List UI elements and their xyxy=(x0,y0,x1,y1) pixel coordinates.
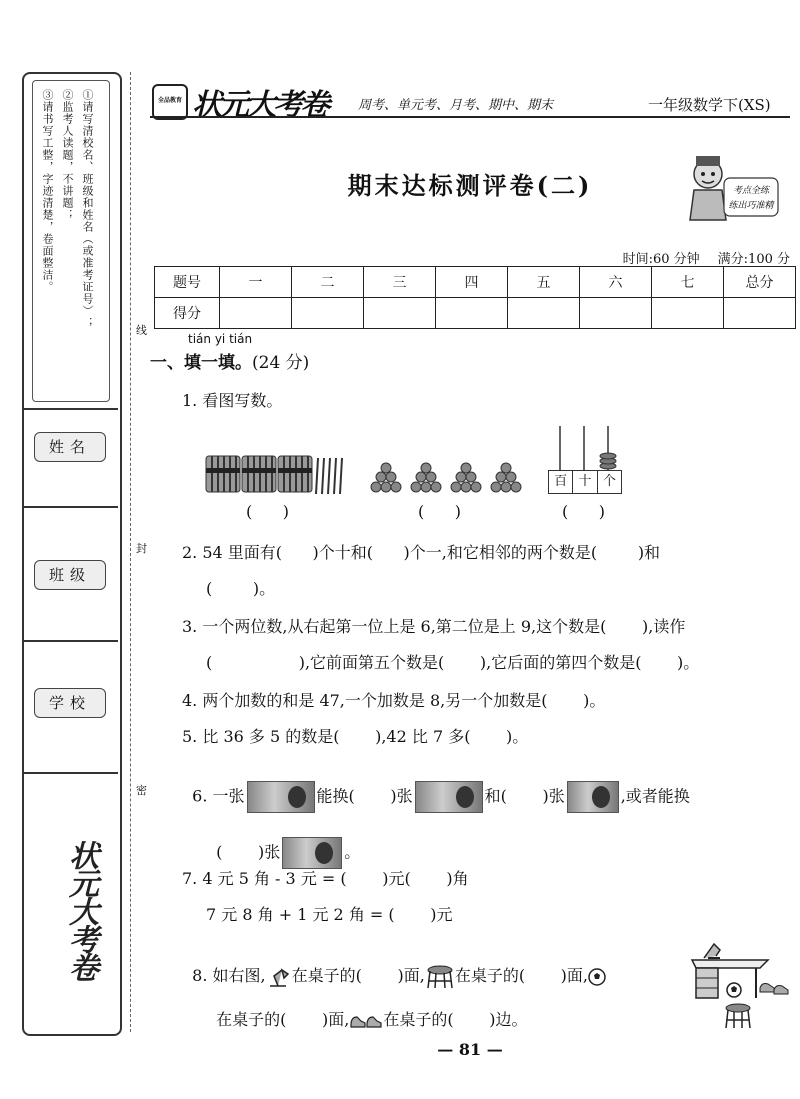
bundled-sticks-picture xyxy=(204,450,350,496)
question-8-line-1 xyxy=(182,944,606,989)
table-header-cell: 七 xyxy=(652,267,724,298)
abacus-place-box xyxy=(548,470,622,494)
strip-divider xyxy=(24,772,118,774)
section-pinyin: tián yi tián xyxy=(188,332,253,346)
seal-char-line: 线 xyxy=(136,324,147,337)
table-header-cell: 总分 xyxy=(724,267,796,298)
q6-text-e: ( )张 xyxy=(216,842,281,862)
abacus-rods-icon xyxy=(546,424,622,470)
table-header-cell: 三 xyxy=(364,267,436,298)
banknote-icon xyxy=(567,781,619,813)
q6-text-b: 能换( )张 xyxy=(316,786,413,806)
score-cell[interactable] xyxy=(724,298,796,329)
notice-line-2: ②监考人读题，不讲题； xyxy=(61,89,74,221)
school-label: 学校 xyxy=(34,688,106,718)
strip-divider xyxy=(24,506,118,508)
section-title xyxy=(150,348,309,373)
strip-divider xyxy=(24,640,118,642)
section-points: (24 分) xyxy=(252,353,310,373)
exam-notice xyxy=(32,80,110,402)
exam-meta xyxy=(500,248,790,267)
class-label: 班级 xyxy=(34,560,106,590)
portrait-icon xyxy=(288,786,306,808)
brand-subtitle: 周考、单元考、月考、期中、期末 xyxy=(358,98,554,113)
page-title: 期末达标测评卷(二) xyxy=(347,171,593,200)
table-header-cell: 五 xyxy=(508,267,580,298)
section-title-text: 一、填一填。 xyxy=(150,353,252,373)
score-table-header xyxy=(155,267,796,298)
exam-time: 时间:60 分钟 xyxy=(622,252,700,267)
table-header-cell: 一 xyxy=(220,267,292,298)
score-cell[interactable] xyxy=(364,298,436,329)
question-5: 5. 比 36 多 5 的数是( ),42 比 7 多( )。 xyxy=(182,727,529,746)
exam-full-score: 满分:100 分 xyxy=(717,252,790,267)
grade-label: 一年级数学下(XS) xyxy=(648,96,771,114)
strip-divider xyxy=(24,408,118,410)
table-header-cell: 题号 xyxy=(155,267,220,298)
q8-text-b: 在桌子的( )面, xyxy=(291,966,425,985)
side-logo: 状元大考卷 xyxy=(63,840,98,980)
question-8-line-2 xyxy=(206,988,527,1031)
table-header-cell: 四 xyxy=(436,267,508,298)
place-ones: 个 xyxy=(602,474,616,489)
notice-line-1: ①请写清校名、班级和姓名（或准考证号）； xyxy=(81,89,94,329)
score-cell[interactable] xyxy=(292,298,364,329)
q8-text-e: 在桌子的( )边。 xyxy=(383,1010,528,1029)
page-number: — 81 — xyxy=(437,1040,503,1059)
question-3-line-2: ( ),它前面第五个数是( ),它后面的第四个数是( )。 xyxy=(206,653,700,672)
answer-blank[interactable]: ( ) xyxy=(246,502,289,521)
question-1: 1. 看图写数。 xyxy=(182,391,283,410)
portrait-icon xyxy=(592,786,610,808)
ball-pyramids-picture xyxy=(366,460,526,496)
brand-icon-text: 全品教育 xyxy=(157,97,182,104)
desk-lamp-icon xyxy=(266,966,292,988)
seal-char-seal: 封 xyxy=(136,542,147,555)
score-row-label: 得分 xyxy=(155,298,220,329)
answer-blank[interactable]: ( ) xyxy=(418,502,461,521)
question-6-line-2 xyxy=(206,818,360,869)
mascot-text-2: 练出巧准精 xyxy=(728,201,774,211)
q8-text-a: 8. 如右图, xyxy=(192,966,266,985)
question-7-line-2: 7 元 8 角 + 1 元 2 角 = ( )元 xyxy=(206,905,453,924)
q6-text-d: ,或者能换 xyxy=(620,786,690,806)
score-cell[interactable] xyxy=(436,298,508,329)
question-2-line-1: 2. 54 里面有( )个十和( )个一,和它相邻的两个数是( )和 xyxy=(182,543,661,562)
table-header-cell: 二 xyxy=(292,267,364,298)
portrait-icon xyxy=(456,786,474,808)
brand-logo-icon xyxy=(152,84,188,120)
score-cell[interactable] xyxy=(652,298,724,329)
table-header-cell: 六 xyxy=(580,267,652,298)
abacus-picture xyxy=(546,424,622,494)
score-table xyxy=(154,266,796,329)
seal-line xyxy=(130,72,131,1032)
mascot-icon xyxy=(678,150,780,230)
question-7-line-1: 7. 4 元 5 角 - 3 元 = ( )元( )角 xyxy=(182,869,469,888)
score-cell[interactable] xyxy=(508,298,580,329)
desk-scene-picture xyxy=(690,938,790,1030)
question-6-line-1 xyxy=(182,762,690,813)
brand-title: 状元大考卷 xyxy=(192,88,327,123)
q6-text-a: 6. 一张 xyxy=(192,786,245,806)
score-cell[interactable] xyxy=(580,298,652,329)
notice-text xyxy=(37,89,97,394)
portrait-icon xyxy=(315,842,333,864)
name-label: 姓名 xyxy=(34,432,106,462)
place-hundreds: 百 xyxy=(549,471,573,493)
football-icon xyxy=(588,968,606,986)
q8-text-d: 在桌子的( )面, xyxy=(216,1010,350,1029)
shoes-icon xyxy=(349,1011,383,1031)
q6-text-c: 和( )张 xyxy=(484,786,565,806)
place-tens: 十 xyxy=(573,471,597,493)
score-table-row xyxy=(155,298,796,329)
banknote-icon xyxy=(415,781,483,813)
question-3-line-1: 3. 一个两位数,从右起第一位上是 6,第二位是上 9,这个数是( ),读作 xyxy=(182,617,686,636)
notice-line-3: ③请书写工整，字迹清楚，卷面整洁。 xyxy=(41,89,54,293)
answer-blank[interactable]: ( ) xyxy=(562,502,605,521)
question-2-line-2: ( )。 xyxy=(206,579,276,598)
banknote-icon xyxy=(247,781,315,813)
score-cell[interactable] xyxy=(220,298,292,329)
header-rule xyxy=(150,116,790,118)
question-4: 4. 两个加数的和是 47,一个加数是 8,另一个加数是( )。 xyxy=(182,691,606,710)
q8-text-c: 在桌子的( )面, xyxy=(454,966,588,985)
seal-char-secret: 密 xyxy=(136,784,147,797)
stool-icon xyxy=(425,965,455,989)
q6-text-f: 。 xyxy=(344,842,361,862)
mascot-text-1: 考点全练 xyxy=(732,186,770,196)
banknote-icon xyxy=(282,837,342,869)
